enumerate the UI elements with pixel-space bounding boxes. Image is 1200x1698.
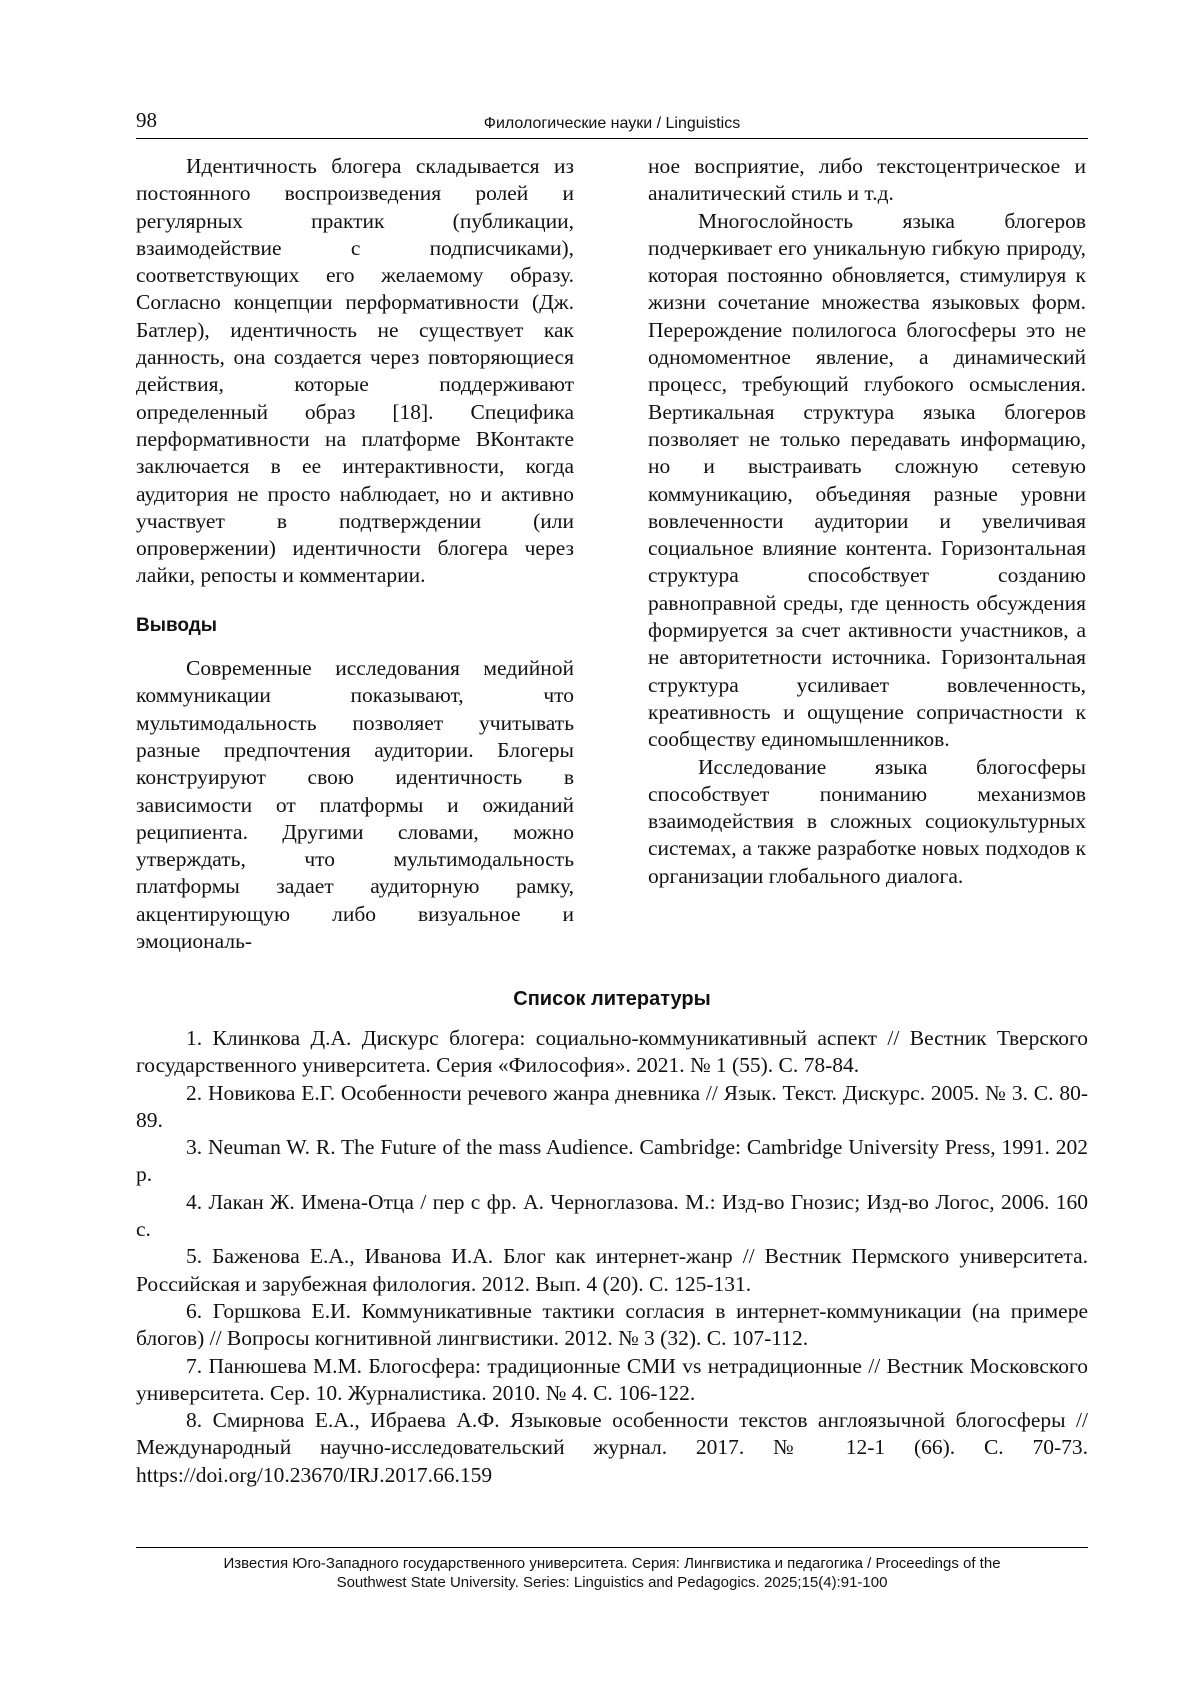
reference-item: 7. Панюшева М.М. Блогосфера: традиционные СМИ vs нетрадиционные // Вестник Московского университета. Сер. 10. Журналистика. 2010. № 4. С. 106-122. [136,1353,1088,1405]
reference-item: 2. Новикова Е.Г. Особенности речевого жанра дневника // Язык. Текст. Дискурс. 2005. № 3. С. 80-89. [136,1080,1088,1132]
references-heading: Список литературы [513,988,711,1010]
footer-citation-line-2: Southwest State University. Series: Linguistics and Pedagogics. 2025;15(4):91-100 [336,1574,888,1591]
reference-item: 6. Горшкова Е.И. Коммуникативные тактики согласия в интернет-коммуникации (на примере блогов) // Вопросы когнитивной лингвистики. 2012. № 3 (32). С. 107-112. [136,1298,1088,1351]
right-paragraph-multilayer: Многослойность языка блогеров подчеркивает его уникальную гибкую природу, которая постоянно обновляется, стимулируя к жизни сочетание множества языковых форм. Перерождение полилогоса блогосферы это не одномоментное явление, а динамический процесс, требующий глубокого осмысления. Вертикальная структура языка блогеров позволяет не только передавать информацию, но и выстраивать сложную сетевую коммуникацию, объединяя разные уровни вовлеченности аудитории и увеличивая социальное влияние контента. Горизонтальная структура способствует созданию равноправной среды, где ценность обсуждения формируется за счет активности участников, а не авторитетности источника. Горизонтальная структура усиливает вовлеченность, креативность и ощущение сопричастности к сообществу единомышленников. [648,208,1086,752]
right-column [648,153,1086,890]
reference-item: 5. Баженова Е.А., Иванова И.А. Блог как интернет-жанр // Вестник Пермского университета. Российская и зарубежная филология. 2012. Вып. 4 (20). С. 125-131. [136,1244,1088,1296]
left-paragraph-identity: Идентичность блогера складывается из постоянного воспроизведения ролей и регулярных практик (публикации, взаимодействие с подписчиками), соответствующих его желаемому образу. Согласно концепции перформативности (Дж. Батлер), идентичность не существует как данность, она создается через повторяющиеся действия, которые поддерживают определенный образ [18]. Специфика перформативности на платформе ВКонтакте заключается в ее интерактивности, когда аудитория не просто наблюдает, но и активно участвует в подтверждении (или опровержении) идентичности блогера через лайки, репосты и комментарии. [136,154,574,588]
running-title: Филологические науки / Linguistics [483,115,741,132]
right-paragraph-continuation: ное восприятие, либо текстоцентрическое и аналитический стиль и т.д. [648,154,1086,206]
left-paragraph-conclusions: Современные исследования медийной коммуникации показывают, что мультимодальность позволяет учитывать разные предпочтения аудитории. Блогеры конструируют свою идентичность в зависимости от платформы и ожиданий реципиента. Другими словами, можно утверждать, что мультимодальность платформы задает аудиторную рамку, акцентирующую либо визуальное и эмоциональ- [136,656,574,954]
footer-citation-line-1: Известия Юго-Западного государственного университета. Серия: Лингвистика и педагогика / Proceedings of the [223,1555,1001,1572]
page-number: 98 [136,108,157,132]
page-footer [136,1547,1088,1592]
right-paragraph-research: Исследование языка блогосферы способствует пониманию механизмов взаимодействия в сложных социокультурных системах, а также разработке новых подходов к организации глобального диалога. [648,754,1086,888]
reference-item: 4. Лакан Ж. Имена-Отца / пер с фр. А. Черноглазова. М.: Изд-во Гнозис; Изд-во Логос, 2006. 160 с. [136,1189,1088,1242]
left-column [136,153,574,955]
conclusions-heading: Выводы [136,614,218,636]
page-header [136,108,1088,139]
reference-item: 1. Клинкова Д.А. Дискурс блогера: социально-коммуникативный аспект // Вестник Тверского государственного университета. Серия «Философия». 2021. № 1 (55). С. 78-84. [136,1026,1088,1078]
references-section [136,988,1088,1489]
reference-item: 8. Смирнова Е.А., Ибраева А.Ф. Языковые особенности текстов англоязычной блогосферы // Международный научно-исследовательский журнал. 2017. № 12-1 (66). С. 70-73. https://doi.org/10.23670/IRJ.2017.66.159 [136,1408,1088,1487]
reference-item: 3. Neuman W. R. The Future of the mass Audience. Cambridge: Cambridge University Press, 1991. 202 p. [136,1135,1088,1187]
